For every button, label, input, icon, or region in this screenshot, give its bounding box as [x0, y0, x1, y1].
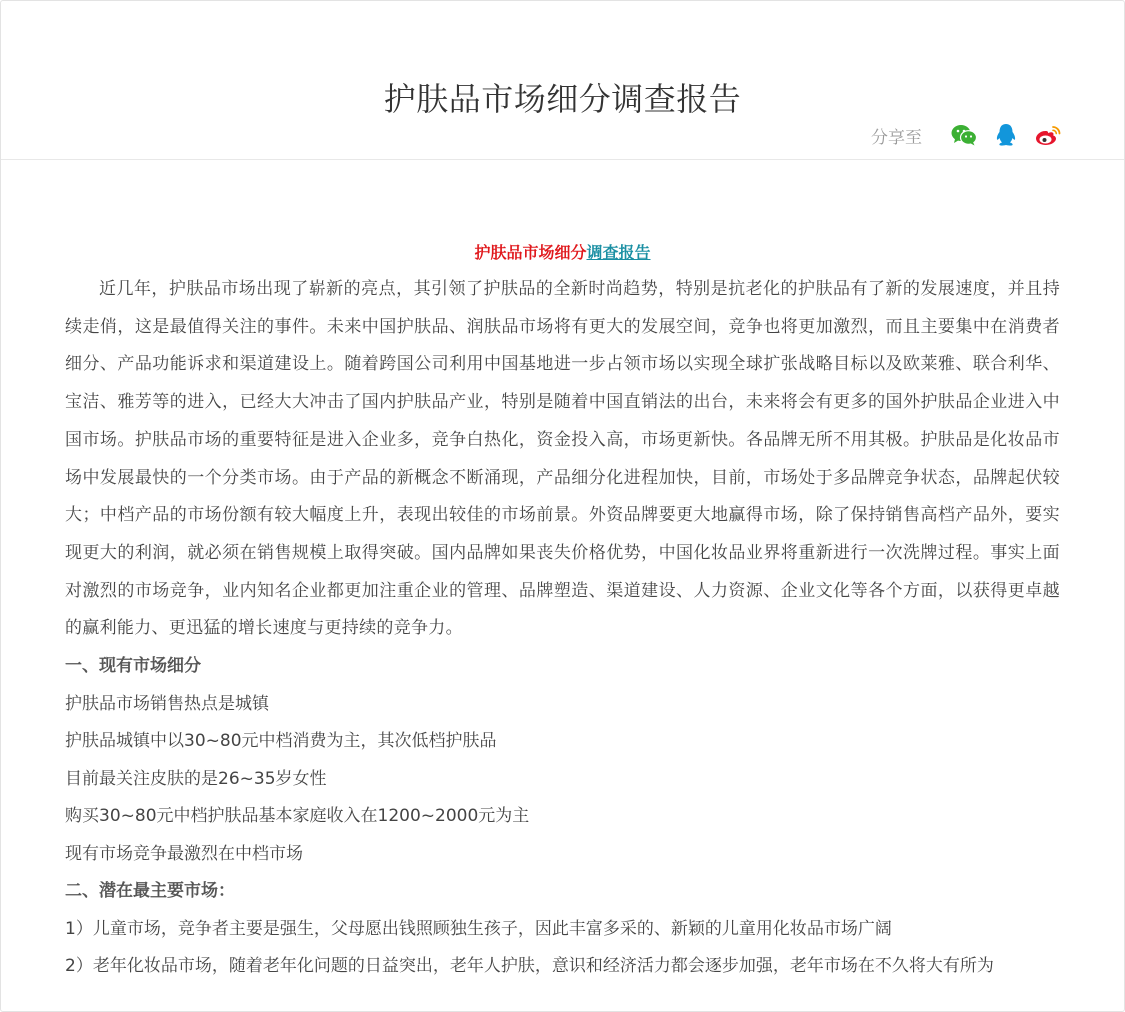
subtitle-text: 护肤品市场细分	[474, 243, 587, 262]
list-item: 目前最关注皮肤的是26~35岁女性	[65, 768, 327, 789]
article-header	[1, 1, 1124, 160]
weibo-icon[interactable]	[1034, 122, 1062, 148]
list-item: 护肤品城镇中以30~80元中档消费为主，其次低档护肤品	[65, 731, 497, 752]
qq-icon[interactable]	[992, 122, 1020, 148]
list-item: 1）儿童市场，竞争者主要是强生，父母愿出钱照顾独生孩子，因此丰富多采的、新颖的儿童用化妆品市场广阔	[65, 918, 892, 939]
article-subtitle	[65, 241, 1060, 265]
list-item: 现有市场竞争最激烈在中档市场	[65, 843, 303, 864]
share-label: 分享至	[871, 127, 922, 148]
section-heading: 二、潜在最主要市场：	[65, 881, 235, 902]
page-title: 护肤品市场细分调查报告	[383, 80, 742, 119]
list-item: 购买30~80元中档护肤品基本家庭收入在1200~2000元为主	[65, 806, 530, 827]
list-item: 护肤品市场销售热点是城镇	[65, 693, 269, 714]
wechat-icon[interactable]	[950, 122, 978, 148]
subtitle-link[interactable]: 调查报告	[586, 243, 651, 262]
section-heading: 一、现有市场细分	[65, 656, 201, 677]
intro-paragraph: 近几年，护肤品市场出现了崭新的亮点，其引领了护肤品的全新时尚趋势，特别是抗老化的护肤品有了新的发展速度，并且持续走俏，这是最值得关注的事件。未来中国护肤品、润肤品市场将有更大的发展空间，竞争也将更加激烈，而且主要集中在消费者细分、产品功能诉求和渠道建设上。随着跨国公司利用中国基地进一步占领市场以实现全球扩张战略目标以及欧莱雅、联合利华、宝洁、雅芳等的进入，已经大大冲击了国内护肤品产业，特别是随着中国直销法的出台，未来将会有更多的国外护肤品企业进入中国市场。护肤品市场的重要特征是进入企业多，竞争白热化，资金投入高，市场更新快。各品牌无所不用其极。护肤品是化妆品市场中发展最快的一个分类市场。由于产品的新概念不断涌现，产品细分化进程加快，目前，市场处于多品牌竞争状态，品牌起伏较大；中档产品的市场份额有较大幅度上升，表现出较佳的市场前景。外资品牌要更大地赢得市场，除了保持销售高档产品外，要实现更大的利润，就必须在销售规模上取得突破。国内品牌如果丧失价格优势，中国化妆品业界将重新进行一次洗牌过程。事实上面对激烈的市场竞争，业内知名企业都更加注重企业的管理、品牌塑造、渠道建设、人力资源、企业文化等各个方面，以获得更卓越的赢利能力、更迅猛的增长速度与更持续的竞争力。	[65, 279, 1060, 639]
share-bar	[871, 122, 1062, 148]
article-body	[65, 241, 1060, 986]
list-item: 2）老年化妆品市场，随着老年化问题的日益突出，老年人护肤，意识和经济活力都会逐步加强，老年市场在不久将大有所为	[65, 956, 994, 977]
